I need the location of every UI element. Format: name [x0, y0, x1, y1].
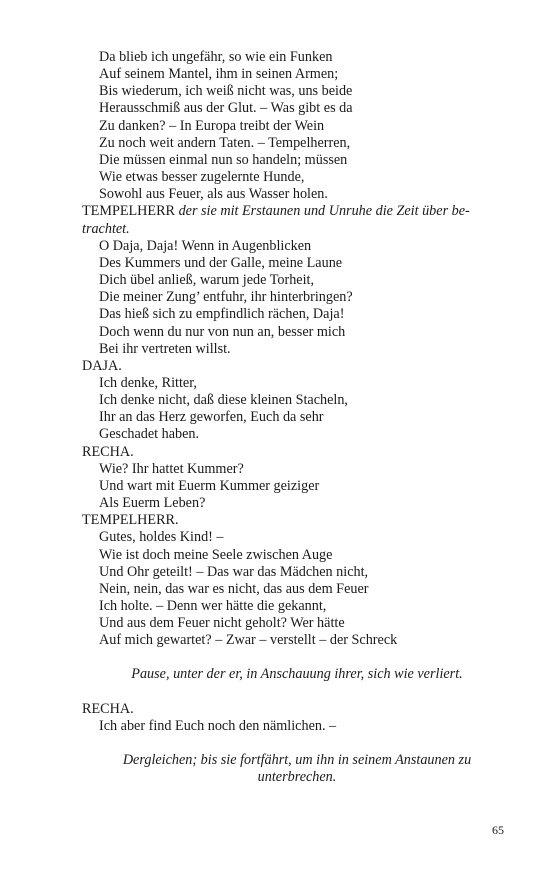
verse-line: Ich denke nicht, daß diese kleinen Stacheln,: [99, 392, 348, 409]
verse-line: Sowohl aus Feuer, als aus Wasser holen.: [99, 186, 328, 203]
verse-line: Bei ihr vertreten willst.: [99, 340, 231, 357]
spacer: [82, 649, 512, 666]
verse-line: Und Ohr geteilt! – Das war das Mädchen nicht,: [99, 563, 369, 580]
verse-block-3: [82, 375, 512, 444]
speaker-direction-continued: trachtet.: [82, 220, 130, 237]
verse-line: Dich übel anließ, warum jede Torheit,: [99, 272, 315, 289]
text-block: [82, 49, 512, 786]
verse-line: O Daja, Daja! Wenn in Augenblicken: [99, 237, 312, 254]
speaker-name: TEMPELHERR: [82, 203, 176, 220]
speaker-heading-templar: TEMPELHERR.: [82, 512, 179, 529]
verse-block-6: [82, 718, 512, 735]
speaker-heading-recha: RECHA.: [82, 700, 134, 717]
verse-line: Die meiner Zung’ entfuhr, ihr hinterbringen?: [99, 289, 353, 306]
spacer: [82, 735, 512, 752]
verse-line: Geschadet haben.: [99, 426, 200, 443]
verse-line: Wie ist doch meine Seele zwischen Auge: [99, 546, 333, 563]
verse-line: Wie? Ihr hattet Kummer?: [99, 460, 244, 477]
verse-line: Ich holte. – Denn wer hätte die gekannt,: [99, 598, 327, 614]
verse-line: Wie etwas besser zugelernte Hunde,: [99, 169, 305, 186]
verse-line: Ich aber find Euch noch den nämlichen. –: [99, 717, 337, 734]
verse-line: Nein, nein, das war es nicht, das aus dem Feuer: [99, 580, 369, 597]
verse-line: Ich denke, Ritter,: [99, 374, 197, 391]
verse-block-2: [82, 238, 512, 358]
verse-block-1: [82, 49, 512, 203]
verse-line: Auf seinem Mantel, ihm in seinen Armen;: [99, 66, 339, 83]
verse-line: Herausschmiß aus der Glut. – Was gibt es da: [99, 100, 353, 117]
verse-line: Zu noch weit andern Taten. – Tempelherren,: [99, 134, 351, 151]
stage-direction: Dergleichen; bis sie fortfährt, um ihn in seinem Anstaunen zu unterbrechen.: [122, 751, 472, 786]
verse-block-5: [82, 529, 512, 649]
verse-line: Auf mich gewartet? – Zwar – verstellt – der Schreck: [99, 632, 398, 649]
speaker-heading-recha: RECHA.: [82, 443, 134, 460]
verse-line: Bis wiederum, ich weiß nicht was, uns beide: [99, 83, 353, 100]
verse-line: Des Kummers und der Galle, meine Laune: [99, 254, 343, 271]
verse-line: Als Euerm Leben?: [99, 495, 206, 512]
verse-line: Das hieß sich zu empfindlich rächen, Daja!: [99, 306, 345, 323]
verse-line: Und wart mit Euerm Kummer geiziger: [99, 477, 320, 494]
spacer: [82, 684, 512, 701]
verse-line: Gutes, holdes Kind! –: [99, 529, 224, 546]
verse-line: Ihr an das Herz geworfen, Euch da sehr: [99, 409, 324, 426]
speaker-heading-templar: [82, 203, 512, 220]
verse-line: Doch wenn du nur von nun an, besser mich: [99, 323, 346, 340]
verse-line: Die müssen einmal nun so handeln; müssen: [99, 151, 348, 168]
verse-line: Und aus dem Feuer nicht geholt? Wer hätte: [99, 615, 345, 632]
verse-line: Da blieb ich ungefähr, so wie ein Funken: [99, 49, 333, 65]
speaker-direction: der sie mit Erstaunen und Unruhe die Zeit über be-: [178, 203, 470, 220]
page-number: 65: [492, 823, 504, 837]
verse-block-4: [82, 461, 512, 512]
verse-line: Zu danken? – In Europa treibt der Wein: [99, 117, 325, 134]
speaker-heading-daja: DAJA.: [82, 357, 122, 374]
stage-direction: Pause, unter der er, in Anschauung ihrer, sich wie verliert.: [131, 666, 463, 683]
